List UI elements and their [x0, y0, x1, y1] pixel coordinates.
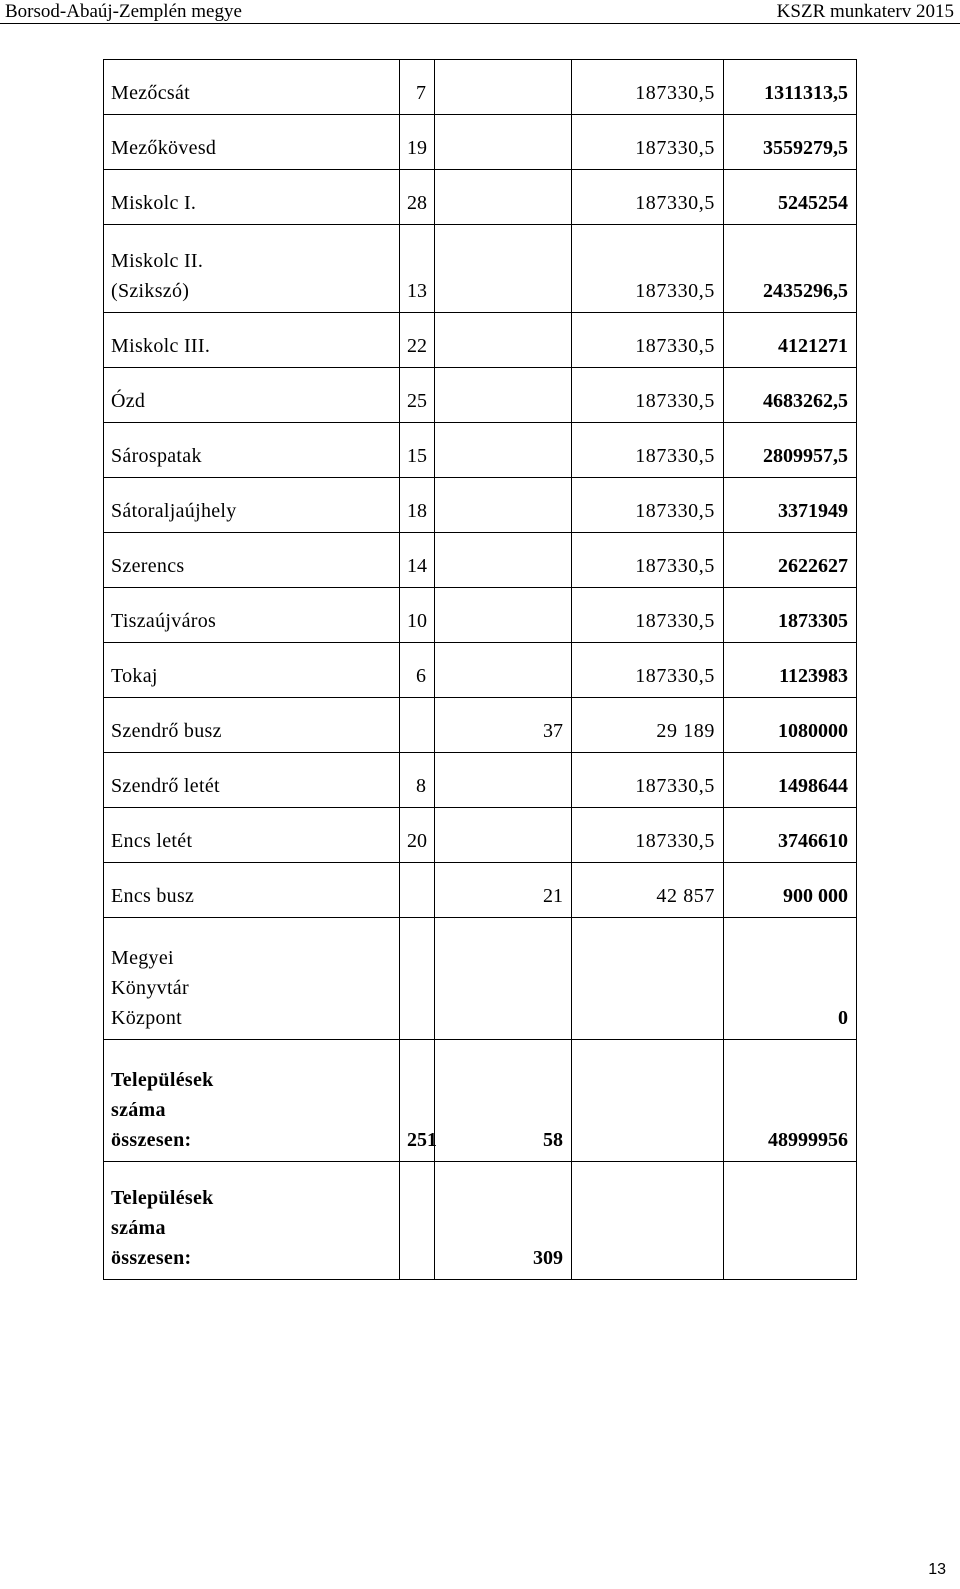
cell-total — [724, 1162, 857, 1280]
row-name-line: összesen: — [111, 1247, 192, 1269]
page-number: 13 — [928, 1561, 946, 1578]
page-header — [0, 0, 960, 24]
cell-count: 6 — [400, 643, 435, 698]
header-county: Borsod-Abaúj-Zemplén megye — [5, 1, 242, 22]
row-name-line: Miskolc II. — [111, 250, 204, 272]
cell-total: 1080000 — [724, 698, 857, 753]
row-name: Mezőkövesd — [104, 115, 400, 170]
table-row — [104, 313, 857, 368]
cell-count: 7 — [400, 60, 435, 115]
table-row — [104, 533, 857, 588]
row-name: Tiszaújváros — [104, 588, 400, 643]
cell-unit-value — [572, 918, 724, 1040]
cell-count: 14 — [400, 533, 435, 588]
cell-unit-value: 42 857 — [572, 863, 724, 918]
cell-total: 3559279,5 — [724, 115, 857, 170]
cell-count: 25 — [400, 368, 435, 423]
cell-count: 22 — [400, 313, 435, 368]
cell-count: 28 — [400, 170, 435, 225]
row-name-line: Központ — [111, 1007, 182, 1029]
cell-extra — [435, 313, 572, 368]
row-name-line: (Szikszó) — [111, 280, 190, 302]
cell-unit-value — [572, 1162, 724, 1280]
cell-total: 2435296,5 — [724, 225, 857, 313]
cell-total: 1873305 — [724, 588, 857, 643]
row-name: Szendrő letét — [104, 753, 400, 808]
cell-unit-value: 187330,5 — [572, 533, 724, 588]
cell-total: 1123983 — [724, 643, 857, 698]
cell-unit-value: 187330,5 — [572, 478, 724, 533]
table-row — [104, 1040, 857, 1162]
cell-count — [400, 1162, 435, 1280]
table-row — [104, 588, 857, 643]
cell-unit-value: 187330,5 — [572, 753, 724, 808]
row-name: Sátoraljaújhely — [104, 478, 400, 533]
cell-total: 0 — [724, 918, 857, 1040]
cell-extra — [435, 60, 572, 115]
cell-extra: 21 — [435, 863, 572, 918]
cell-unit-value — [572, 1040, 724, 1162]
cell-extra: 58 — [435, 1040, 572, 1162]
cell-unit-value: 187330,5 — [572, 588, 724, 643]
library-data-table — [103, 59, 857, 1280]
cell-total: 3746610 — [724, 808, 857, 863]
row-name: Tokaj — [104, 643, 400, 698]
cell-total: 4121271 — [724, 313, 857, 368]
cell-total: 900 000 — [724, 863, 857, 918]
row-name: Miskolc I. — [104, 170, 400, 225]
row-name-line: Települések — [111, 1187, 214, 1209]
row-name — [104, 225, 400, 313]
cell-extra — [435, 478, 572, 533]
cell-count: 18 — [400, 478, 435, 533]
row-name-line: száma — [111, 1217, 166, 1239]
row-name-line: Megyei — [111, 947, 174, 969]
table-row — [104, 643, 857, 698]
cell-total: 1498644 — [724, 753, 857, 808]
cell-extra — [435, 918, 572, 1040]
cell-unit-value: 187330,5 — [572, 170, 724, 225]
row-name: Mezőcsát — [104, 60, 400, 115]
table-row — [104, 753, 857, 808]
cell-unit-value: 187330,5 — [572, 808, 724, 863]
cell-unit-value: 187330,5 — [572, 423, 724, 478]
table-row — [104, 60, 857, 115]
cell-count — [400, 918, 435, 1040]
table-row — [104, 368, 857, 423]
cell-total: 4683262,5 — [724, 368, 857, 423]
table-row — [104, 115, 857, 170]
cell-total: 48999956 — [724, 1040, 857, 1162]
cell-unit-value: 187330,5 — [572, 313, 724, 368]
row-name: Encs busz — [104, 863, 400, 918]
cell-extra — [435, 643, 572, 698]
cell-total: 2809957,5 — [724, 423, 857, 478]
cell-unit-value: 187330,5 — [572, 225, 724, 313]
cell-extra — [435, 225, 572, 313]
row-name-line: Könyvtár — [111, 977, 189, 999]
cell-extra — [435, 423, 572, 478]
cell-total: 1311313,5 — [724, 60, 857, 115]
row-name-line: összesen: — [111, 1129, 192, 1151]
cell-extra — [435, 808, 572, 863]
cell-extra: 37 — [435, 698, 572, 753]
row-name — [104, 1162, 400, 1280]
table-row — [104, 423, 857, 478]
cell-count: 10 — [400, 588, 435, 643]
cell-extra — [435, 588, 572, 643]
row-name — [104, 918, 400, 1040]
table-row — [104, 225, 857, 313]
cell-count: 19 — [400, 115, 435, 170]
row-name: Encs letét — [104, 808, 400, 863]
row-name: Sárospatak — [104, 423, 400, 478]
cell-extra — [435, 368, 572, 423]
row-name-line: száma — [111, 1099, 166, 1121]
table-row — [104, 918, 857, 1040]
cell-unit-value: 29 189 — [572, 698, 724, 753]
cell-count: 251 — [400, 1040, 435, 1162]
cell-count: 8 — [400, 753, 435, 808]
row-name: Miskolc III. — [104, 313, 400, 368]
cell-extra: 309 — [435, 1162, 572, 1280]
header-rule — [0, 23, 960, 24]
cell-unit-value: 187330,5 — [572, 643, 724, 698]
table-row — [104, 170, 857, 225]
row-name: Ózd — [104, 368, 400, 423]
cell-count: 15 — [400, 423, 435, 478]
cell-extra — [435, 115, 572, 170]
cell-count: 13 — [400, 225, 435, 313]
cell-unit-value: 187330,5 — [572, 115, 724, 170]
row-name: Szendrő busz — [104, 698, 400, 753]
table-row — [104, 808, 857, 863]
row-name: Szerencs — [104, 533, 400, 588]
table-row — [104, 863, 857, 918]
row-name-line: Települések — [111, 1069, 214, 1091]
cell-count — [400, 863, 435, 918]
cell-unit-value: 187330,5 — [572, 60, 724, 115]
cell-total: 5245254 — [724, 170, 857, 225]
cell-count — [400, 698, 435, 753]
row-name — [104, 1040, 400, 1162]
cell-total: 3371949 — [724, 478, 857, 533]
cell-total: 2622627 — [724, 533, 857, 588]
cell-extra — [435, 170, 572, 225]
cell-unit-value: 187330,5 — [572, 368, 724, 423]
table-row — [104, 698, 857, 753]
table-row — [104, 1162, 857, 1280]
cell-extra — [435, 533, 572, 588]
cell-extra — [435, 753, 572, 808]
header-plan-title: KSZR munkaterv 2015 — [776, 1, 954, 22]
table-row — [104, 478, 857, 533]
cell-count: 20 — [400, 808, 435, 863]
